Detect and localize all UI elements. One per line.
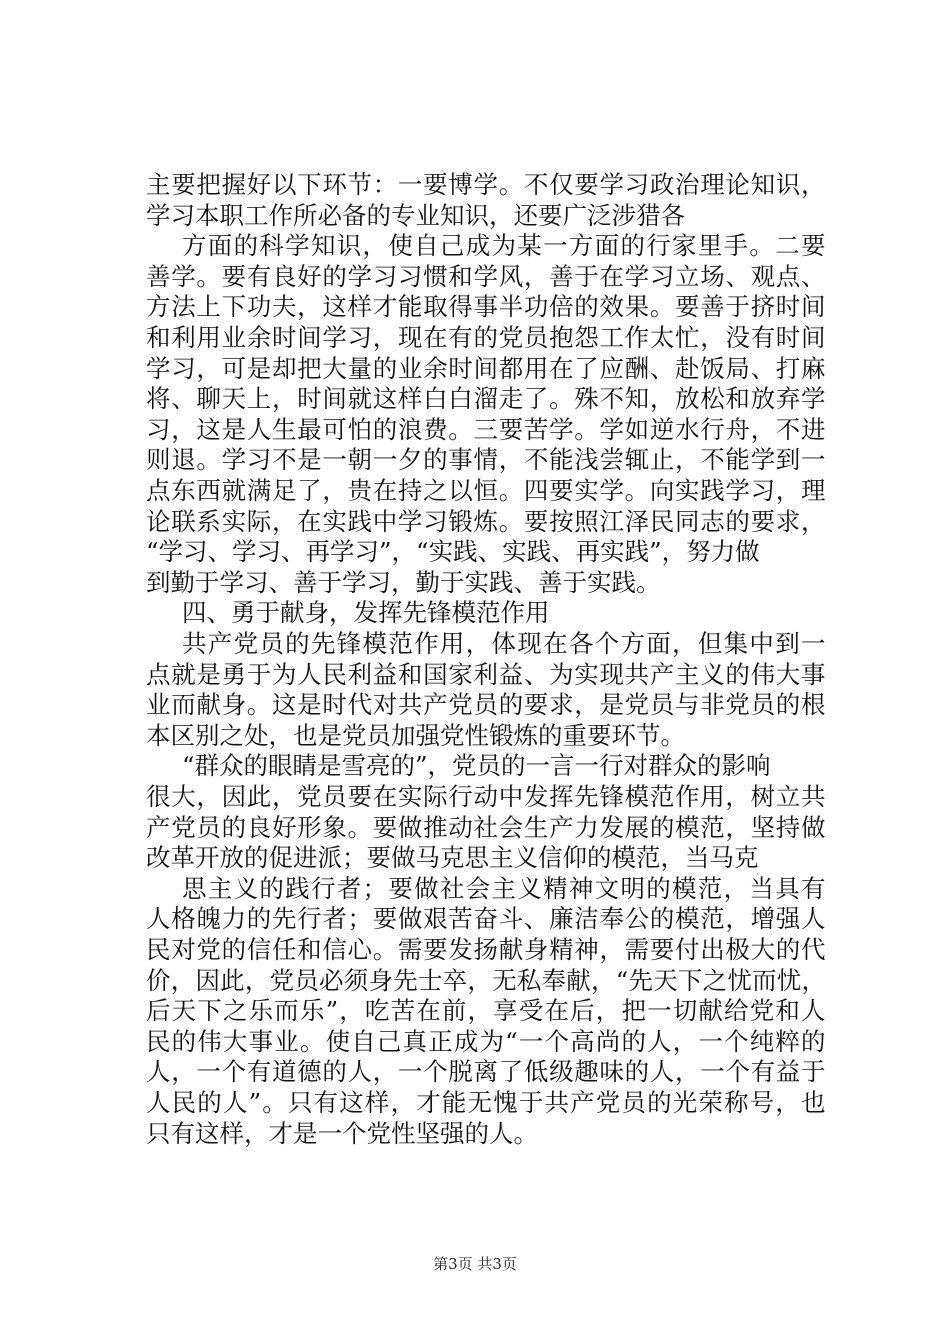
page-footer: 第3页 共3页 [433, 1255, 517, 1273]
text-line: 思主义的践行者；要做社会主义精神文明的模范，当具有 [182, 873, 827, 903]
text-line: 主要把握好以下环节：一要博学。不仅要学习政治理论知识， [146, 170, 827, 199]
text-line: 四、勇于献身，发挥先锋模范作用 [182, 598, 550, 628]
text-line: 善学。要有良好的学习习惯和学风，善于在学习立场、观点、 [146, 261, 827, 291]
text-line: 点就是勇于为人民利益和国家利益、为实现共产主义的伟大事 [146, 659, 827, 689]
text-line: 人民的人”。只有这样，才能无愧于共产党员的光荣称号，也 [146, 1088, 827, 1117]
text-line: 将、聊天上，时间就这样白白溜走了。殊不知，放松和放弃学 [146, 384, 827, 414]
text-line: 本区别之处，也是党员加强党性锻炼的重要环节。 [146, 720, 685, 750]
text-line: 业而献身。这是时代对共产党员的要求，是党员与非党员的根 [146, 690, 827, 720]
text-line: 改革开放的促进派；要做马克思主义信仰的模范，当马克 [146, 843, 759, 873]
text-line: 民对党的信任和信心。需要发扬献身精神，需要付出极大的代 [146, 935, 827, 964]
text-line: 方面的科学知识，使自己成为某一方面的行家里手。二要 [182, 231, 827, 261]
text-line: 共产党员的先锋模范作用，体现在各个方面，但集中到一 [182, 629, 827, 658]
text-line: 则退。学习不是一朝一夕的事情，不能浅尝辄止，不能学到一 [146, 445, 827, 475]
text-line: 和利用业余时间学习，现在有的党员抱怨工作太忙，没有时间 [146, 323, 827, 352]
text-line: 后天下之乐而乐”，吃苦在前，享受在后，把一切献给党和人 [146, 996, 827, 1026]
text-line: 只有这样，才是一个党性坚强的人。 [146, 1118, 538, 1148]
text-line: 学习本职工作所必备的专业知识，还要广泛涉猎各 [146, 200, 685, 230]
text-line: 论联系实际，在实践中学习锻炼。要按照江泽民同志的要求， [146, 506, 827, 536]
text-line: 学习，可是却把大量的业余时间都用在了应酬、赴饭局、打麻 [146, 353, 827, 383]
text-line: 产党员的良好形象。要做推动社会生产力发展的模范，坚持做 [146, 812, 827, 842]
text-line: 价，因此，党员必须身先士卒，无私奉献，“先天下之忧而忧， [146, 965, 827, 995]
text-line: “学习、学习、再学习”，“实践、实践、再实践”，努力做 [146, 537, 760, 567]
text-line: 人，一个有道德的人，一个脱离了低级趣味的人，一个有益于 [146, 1057, 827, 1087]
text-line: 人格魄力的先行者；要做艰苦奋斗、廉洁奉公的模范，增强人 [146, 904, 827, 934]
text-line: 很大，因此，党员要在实际行动中发挥先锋模范作用，树立共 [146, 782, 827, 811]
text-line: 方法上下功夫，这样才能取得事半功倍的效果。要善于挤时间 [146, 292, 827, 322]
text-line: 点东西就满足了，贵在持之以恒。四要实学。向实践学习，理 [146, 476, 827, 505]
text-line: 民的伟大事业。使自己真正成为“一个高尚的人，一个纯粹的 [146, 1026, 827, 1056]
text-line: 习，这是人生最可怕的浪费。三要苦学。学如逆水行舟，不进 [146, 414, 827, 444]
text-line: 到勤于学习、善于学习，勤于实践、善于实践。 [146, 567, 661, 597]
text-line: “群众的眼睛是雪亮的”，党员的一言一行对群众的影响 [182, 751, 771, 781]
